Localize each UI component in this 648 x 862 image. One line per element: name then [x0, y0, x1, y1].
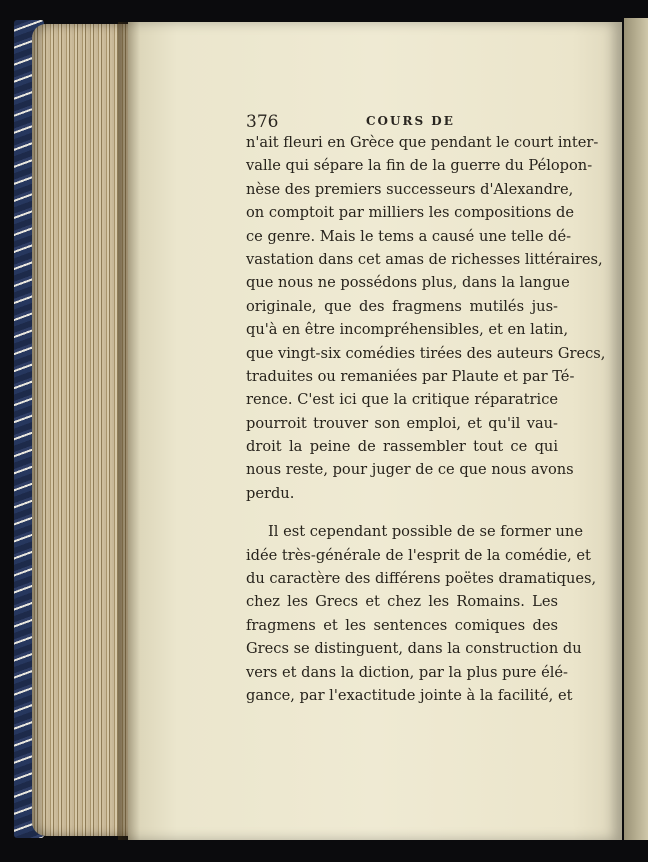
paragraph-1 — [246, 131, 606, 505]
text-line: on comptoit par milliers les compositions de — [246, 204, 575, 222]
text-line: vastation dans cet amas de richesses littéraires, — [246, 250, 603, 268]
text-line: Grecs se distinguent, dans la construction du — [246, 640, 582, 658]
body-text — [246, 131, 606, 707]
text-line: chez les Grecs et chez les Romains. Les — [246, 593, 558, 611]
text-line: Il est cependant possible de se former une — [268, 523, 583, 541]
text-line: ce genre. Mais le tems a causé une telle dé- — [246, 227, 572, 245]
text-line: rence. C'est ici que la critique réparatrice — [246, 391, 558, 409]
text-line: originale, que des fragmens mutilés jus- — [246, 297, 558, 315]
facing-page-edge — [624, 18, 648, 840]
paragraph-2 — [246, 520, 597, 707]
text-line: nous reste, pour juger de ce que nous avons — [246, 461, 574, 479]
text-line: pourroit trouver son emploi, et qu'il vau- — [246, 414, 558, 432]
text-line: que nous ne possédons plus, dans la langue — [246, 274, 570, 292]
text-line: valle qui sépare la fin de la guerre du Pélopon- — [246, 157, 593, 175]
text-line: du caractère des différens poëtes dramatiques, — [246, 570, 597, 588]
text-line: traduites ou remaniées par Plaute et par Té- — [246, 367, 575, 385]
text-line: vers et dans la diction, par la plus pure élé- — [246, 663, 568, 681]
text-line: qu'à en être incompréhensibles, et en latin, — [246, 321, 569, 339]
text-line: que vingt-six comédies tirées des auteurs Grecs, — [246, 344, 606, 362]
text-line: n'ait fleuri en Grèce que pendant le court inter- — [246, 134, 599, 151]
text-line: idée très-générale de l'esprit de la comédie, et — [246, 546, 591, 564]
text-line: nèse des premiers successeurs d'Alexandre, — [246, 180, 574, 198]
text-line: perdu. — [246, 484, 295, 502]
text-line: fragmens et les sentences comiques des — [246, 616, 558, 634]
text-line: droit la peine de rassembler tout ce qui — [246, 438, 558, 456]
text-line: gance, par l'exactitude jointe à la facilité, et — [246, 686, 573, 704]
gutter-shadow — [118, 22, 140, 840]
running-head: COURS DE — [366, 114, 455, 128]
page-number: 376 — [246, 112, 279, 132]
